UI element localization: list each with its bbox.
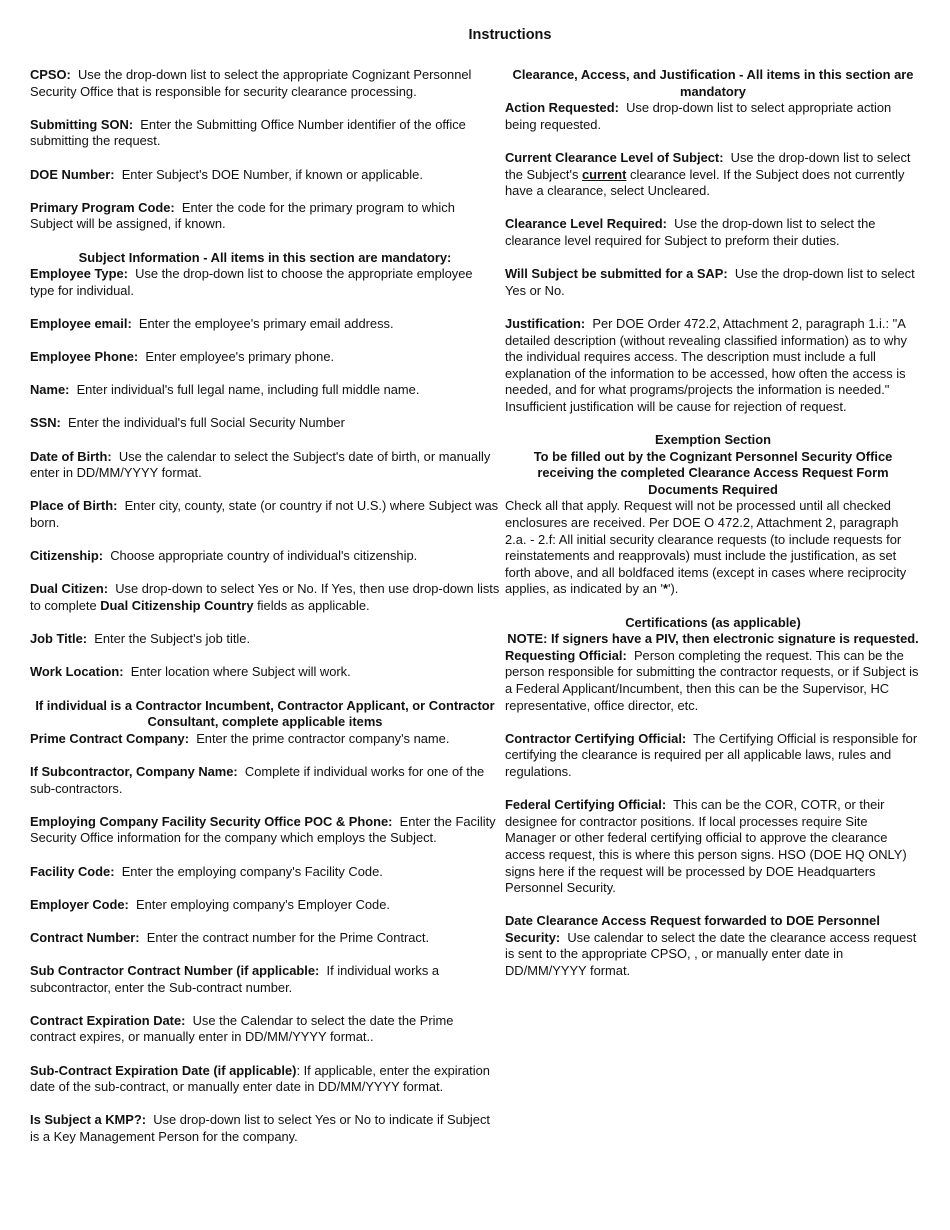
employee-email-instruction: Employee email: Enter the employee's primary email address. [30,315,394,331]
sub-contract-number-instruction: Sub Contractor Contract Number (if applicable: If individual works a subcontractor, enter the Sub-contract number. [30,963,440,995]
kmp-instruction: Is Subject a KMP?: Use drop-down list to select Yes or No to indicate if Subject is a Key Management Person for the company. [30,1112,490,1144]
fso-instruction: Employing Company Facility Security Office POC & Phone: Enter the Facility Security Office information for the company which employs the Subject. [30,813,496,846]
current-clearance-instruction: Current Clearance Level of Subject: Use the drop-down list to select the Subject's current clearance level. If the Subject does not currently have a clearance, select Uncleared. [505,149,911,199]
pob-instruction: Place of Birth: Enter city, county, state (or country if not U.S.) where Subject was born. [30,498,499,531]
exemption-subheading: To be filled out by the Cognizant Personnel Security Office receiving the completed Clearance Access Request Form [533,448,893,481]
federal-certifying-instruction: Federal Certifying Official: This can be the COR, COTR, or their designee for contractor positions. If local processes require Site Manager or other federal certifying official to approve the clearance access request, this is where this person signs. HSO (DOE HQ ONLY) signs here if the request will be processed by DOE Headquarters Personnel Security. [505,797,907,896]
right-column [505,67,921,996]
documents-heading: Documents Required [648,481,778,497]
employee-phone-instruction: Employee Phone: Enter employee's primary phone. [30,349,335,365]
son-instruction: Submitting SON: Enter the Submitting Office Number identifier of the office submitting the request. [30,116,466,149]
date-forwarded-instruction: Date Clearance Access Request forwarded to DOE Personnel Security: Use calendar to select the date the clearance access request is sent to the appropriate CPSO, , or manually enter date in DD/MM/YYYY format. [505,913,917,979]
contractor-section-heading: If individual is a Contractor Incumbent, Contractor Applicant, or Contractor Consultant, complete applicable items [35,697,495,730]
facility-code-instruction: Facility Code: Enter the employing company's Facility Code. [30,863,383,879]
contract-expiration-instruction: Contract Expiration Date: Use the Calendar to select the date the Prime contract expires, or manually enter in DD/MM/YYYY format.. [30,1012,454,1045]
prime-company-instruction: Prime Contract Company: Enter the prime contractor company's name. [30,730,450,746]
exemption-heading: Exemption Section [654,432,772,448]
employer-code-instruction: Employer Code: Enter employing company's Employer Code. [30,896,390,912]
job-title-instruction: Job Title: Enter the Subject's job title. [30,631,251,647]
name-instruction: Name: Enter individual's full legal name, including full middle name. [30,382,420,398]
page-title: Instructions [468,27,552,43]
requesting-official-instruction: Requesting Official: Person completing the request. This can be the person responsible for submitting the contractor requests, or if Subject is a Federal Applicant/Incumbent, then this can be the Supervisor, HC representative, office director, etc. [505,647,919,713]
contractor-certifying-instruction: Contractor Certifying Official: The Certifying Official is responsible for certifying the clearance is required per all applicable laws, rules and regulations. [505,730,918,779]
clearance-section-heading: Clearance, Access, and Justification - All items in this section are mandatory [512,67,914,99]
work-location-instruction: Work Location: Enter location where Subject will work. [30,664,351,680]
sap-instruction: Will Subject be submitted for a SAP: Use the drop-down list to select Yes or No. [505,266,915,298]
left-column [30,67,500,1162]
dob-instruction: Date of Birth: Use the calendar to select the Subject's date of birth, or manually enter in DD/MM/YYYY format. [30,448,491,481]
certifications-note: NOTE: If signers have a PIV, then electronic signature is requested. [507,631,919,647]
certifications-heading: Certifications (as applicable) [625,614,801,630]
employee-type-instruction: Employee Type: Use the drop-down list to choose the appropriate employee type for individual. [30,266,473,298]
sub-contract-expiration-instruction: Sub-Contract Expiration Date (if applicable): If applicable, enter the expiration date of the sub-contract, or manually enter date in DD/MM/YYYY format. [30,1062,490,1095]
documents-instruction: Check all that apply. Request will not be processed until all checked enclosures are received. Per DOE O 472.2, Attachment 2, paragraph 2.a. - 2.f: All initial security clearance requests (to include requests for reinstatements and reapprovals) must include the justification, as set forth above, and all boldfaced items (except in cases where reciprocity applies, as indicated by an '*'). [505,498,907,597]
ssn-instruction: SSN: Enter the individual's full Social Security Number [30,415,345,431]
doe-number-instruction: DOE Number: Enter Subject's DOE Number, if known or applicable. [30,166,423,182]
program-code-instruction: Primary Program Code: Enter the code for the primary program to which Subject will be assigned, if known. [30,199,455,232]
cpso-instruction: CPSO: Use the drop-down list to select the appropriate Cognizant Personnel Security Office that is responsible for security clearance processing. [30,67,472,99]
citizenship-instruction: Citizenship: Choose appropriate country of individual's citizenship. [30,548,418,564]
dual-citizen-instruction: Dual Citizen: Use drop-down to select Yes or No. If Yes, then use drop-down lists to complete Dual Citizenship Country fields as applicable. [30,581,500,613]
action-requested-instruction: Action Requested: Use drop-down list to select appropriate action being requested. [505,100,892,132]
justification-instruction: Justification: Per DOE Order 472.2, Attachment 2, paragraph 1.i.: "A detailed description (without revealing classified information) as to why the individual requires access. The description must include a full explanation of the information to be accessed, how often the access is needed, and for what programs/projects the information is needed." Insufficient justification will be cause for rejection of request. [505,315,907,414]
clearance-required-instruction: Clearance Level Required: Use the drop-down list to select the clearance level required for Subject to preform their duties. [505,216,876,248]
sub-company-instruction: If Subcontractor, Company Name: Complete if individual works for one of the sub-contractors. [30,763,485,796]
subject-section-heading: Subject Information - All items in this section are mandatory: [78,249,452,265]
contract-number-instruction: Contract Number: Enter the contract number for the Prime Contract. [30,929,430,945]
